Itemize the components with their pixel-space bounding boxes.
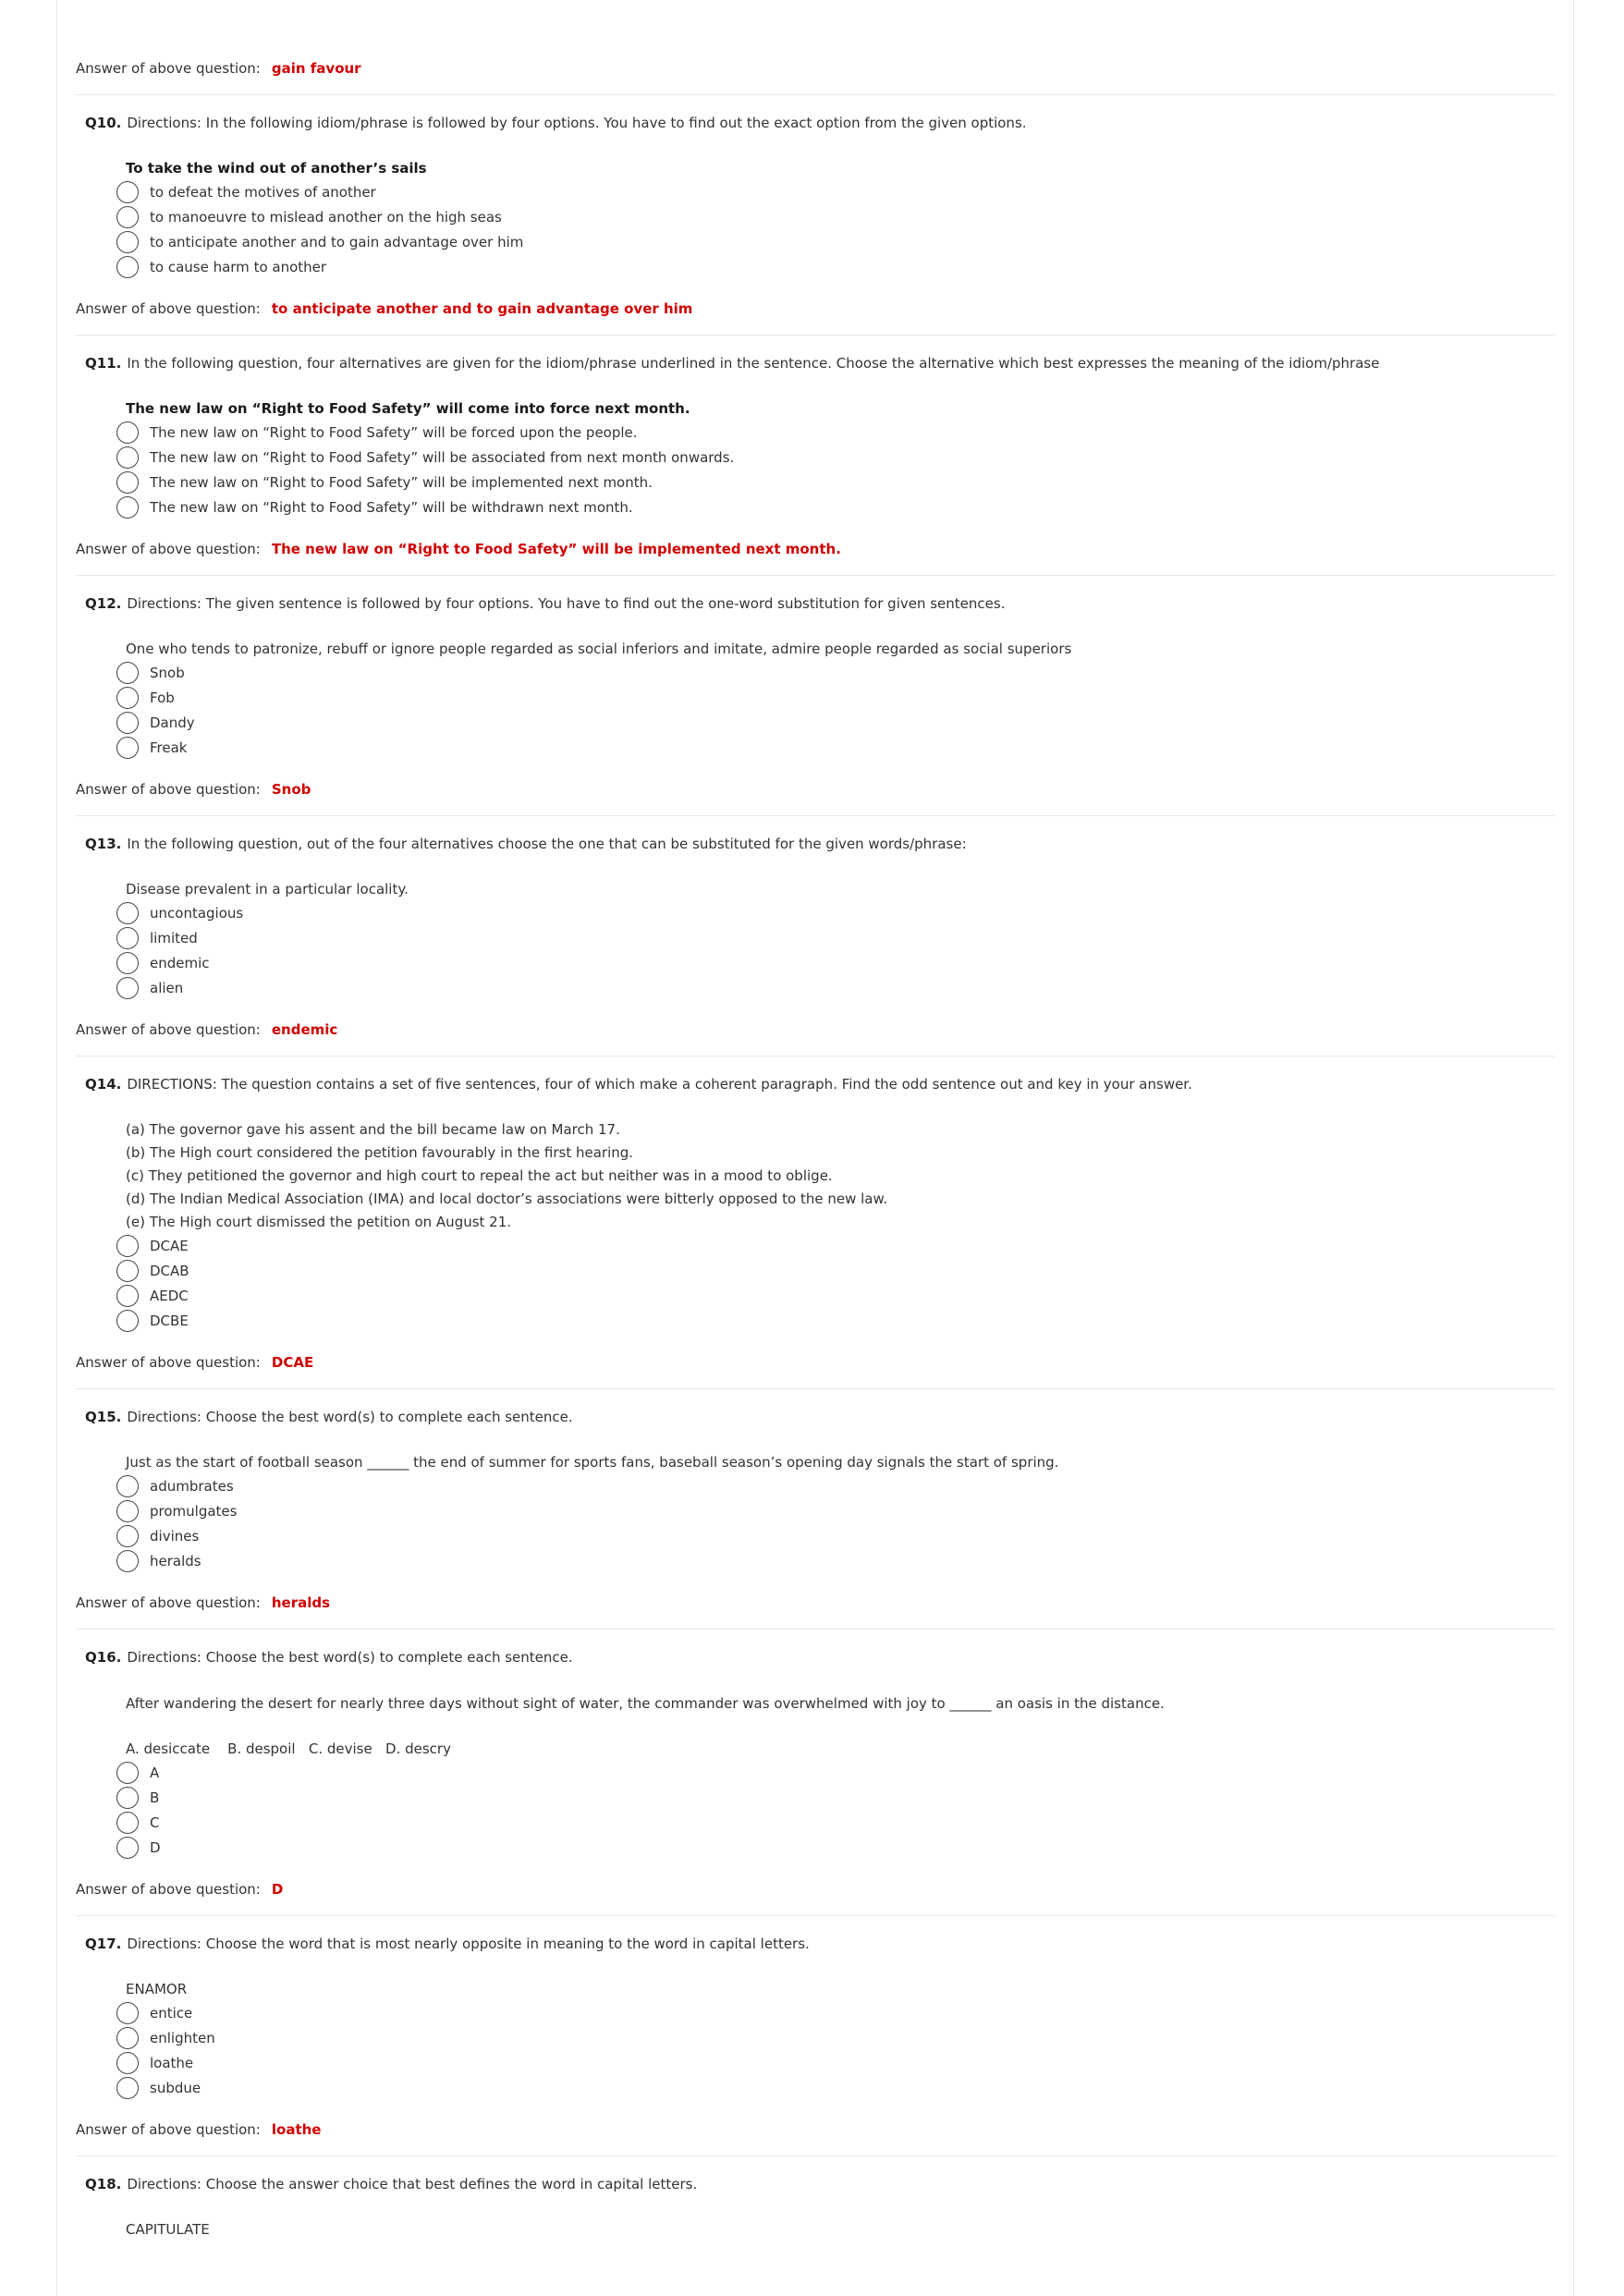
option[interactable] [116,1285,189,1307]
option-label: heralds [150,1553,201,1569]
option-label: to cause harm to another [150,259,327,275]
answer-value: Snob [271,781,311,798]
option-label: B [150,1789,160,1806]
option-label: subdue [150,2080,201,2096]
sentence-line: (e) The High court dismissed the petition on August 21. [126,1214,512,1230]
option[interactable] [116,1310,189,1332]
option[interactable] [116,2002,192,2024]
answer-label: Answer of above question: [76,60,261,77]
question-header [85,1075,1192,1093]
answer-line [76,540,841,558]
option[interactable] [116,687,175,709]
answer-label: Answer of above question: [76,781,261,798]
answer-value: to anticipate another and to gain advantage over him [271,300,693,317]
radio-button[interactable] [116,927,139,949]
option-label: The new law on “Right to Food Safety” will be withdrawn next month. [150,499,633,516]
question-prompt: One who tends to patronize, rebuff or ignore people regarded as social inferiors and imitate, admire people regarded as social superiors [126,641,1072,657]
radio-button[interactable] [116,2077,139,2099]
answer-label: Answer of above question: [76,300,261,317]
question-header [85,354,1379,372]
option[interactable] [116,977,183,999]
option[interactable] [116,446,734,469]
radio-button[interactable] [116,1812,139,1834]
divider [76,94,1555,95]
divider [76,815,1555,816]
question-directions: Directions: In the following idiom/phrase is followed by four options. You have to find out the exact option from the given options. [127,115,1027,131]
radio-button[interactable] [116,977,139,999]
option[interactable] [116,1525,199,1547]
question-header [85,114,1027,132]
question-header [85,594,1005,613]
option-label: divines [150,1528,200,1545]
choices-line: A. desiccate B. despoil C. devise D. descry [126,1740,451,1757]
question-number: Q18. [85,2176,122,2192]
answer-label: Answer of above question: [76,1881,261,1898]
answer-label: Answer of above question: [76,2121,261,2138]
question-header [85,835,967,853]
question-prompt: Just as the start of football season ______ the end of summer for sports fans, baseball season’s opening day signals the start of spring. [126,1454,1059,1471]
sentence-line: (b) The High court considered the petition favourably in the first hearing. [126,1144,634,1161]
option-label: The new law on “Right to Food Safety” will be forced upon the people. [150,424,638,441]
divider [76,1388,1555,1389]
radio-button[interactable] [116,181,139,203]
radio-button[interactable] [116,1310,139,1332]
question-directions: DIRECTIONS: The question contains a set of five sentences, four of which make a coherent paragraph. Find the odd sentence out and key in your answer. [127,1076,1192,1093]
option[interactable] [116,1500,237,1522]
option-label: to manoeuvre to mislead another on the high seas [150,209,502,226]
answer-line [76,780,311,799]
question-directions: In the following question, out of the four alternatives choose the one that can be substituted for the given words/phrase: [127,836,967,852]
option-label: enlighten [150,2030,215,2046]
radio-button[interactable] [116,737,139,759]
answer-value: loathe [271,2121,322,2138]
question-header [85,1408,573,1426]
answer-line [76,1353,313,1372]
option-label: Freak [150,739,188,756]
option-label: DCAE [150,1238,189,1254]
option[interactable] [116,927,198,949]
option-label: Dandy [150,714,195,731]
option-label: endemic [150,955,210,971]
answer-line [76,2120,321,2139]
answer-label: Answer of above question: [76,1021,261,1038]
question-header [85,1648,573,1667]
option[interactable] [116,2052,193,2074]
answer-value: gain favour [271,60,361,77]
question-number: Q16. [85,1649,122,1666]
option[interactable] [116,206,502,228]
radio-button[interactable] [116,421,139,444]
option-label: Snob [150,665,185,681]
question-prompt: ENAMOR [126,1981,188,1997]
option[interactable] [116,1550,201,1572]
radio-button[interactable] [116,496,139,519]
radio-button[interactable] [116,1235,139,1257]
option[interactable] [116,712,195,734]
radio-button[interactable] [116,1525,139,1547]
option-label: A [150,1765,160,1781]
question-prompt: Disease prevalent in a particular locality. [126,881,409,898]
radio-button[interactable] [116,206,139,228]
option[interactable] [116,496,633,519]
radio-button[interactable] [116,687,139,709]
option[interactable] [116,1787,159,1809]
option-label: Fob [150,690,175,706]
question-header [85,1935,810,1953]
question-number: Q17. [85,1936,122,1952]
option-label: entice [150,2005,193,2021]
answer-value: The new law on “Right to Food Safety” will be implemented next month. [271,541,841,557]
answer-label: Answer of above question: [76,1594,261,1611]
question-number: Q12. [85,595,122,612]
option[interactable] [116,1235,189,1257]
option[interactable] [116,1762,159,1784]
radio-button[interactable] [116,2052,139,2074]
option-label: DCBE [150,1313,189,1329]
option[interactable] [116,737,187,759]
answer-label: Answer of above question: [76,1354,261,1371]
option[interactable] [116,421,638,444]
radio-button[interactable] [116,471,139,494]
question-prompt: After wandering the desert for nearly three days without sight of water, the commander was overwhelmed with joy to ______ an oasis in the distance. [126,1695,1165,1712]
option[interactable] [116,471,653,494]
option-label: D [150,1839,161,1856]
answer-value: endemic [271,1021,338,1038]
radio-button[interactable] [116,231,139,253]
radio-button[interactable] [116,952,139,974]
answer-line [76,299,692,318]
question-directions: Directions: Choose the best word(s) to complete each sentence. [127,1409,573,1425]
option[interactable] [116,181,376,203]
option-label: uncontagious [150,905,244,922]
option-label: AEDC [150,1288,189,1304]
divider [76,1915,1555,1916]
question-directions: Directions: Choose the best word(s) to complete each sentence. [127,1649,573,1666]
option[interactable] [116,1837,161,1859]
question-directions: Directions: The given sentence is followed by four options. You have to find out the one-word substitution for given sentences. [127,595,1006,612]
option[interactable] [116,952,210,974]
answer-line [76,59,361,78]
option-label: The new law on “Right to Food Safety” will be implemented next month. [150,474,653,491]
answer-value: DCAE [271,1354,314,1371]
answer-value: heralds [271,1594,331,1611]
radio-button[interactable] [116,902,139,924]
radio-button[interactable] [116,1260,139,1282]
option-label: C [150,1814,160,1831]
sentence-line: (a) The governor gave his assent and the bill became law on March 17. [126,1121,620,1138]
option-label: promulgates [150,1503,238,1520]
option-label: loathe [150,2055,194,2071]
radio-button[interactable] [116,662,139,684]
question-number: Q11. [85,355,122,372]
option-label: alien [150,980,184,996]
question-prompt: CAPITULATE [126,2221,210,2238]
sentence-line: (d) The Indian Medical Association (IMA) and local doctor’s associations were bitterly opposed to the new law. [126,1191,888,1207]
radio-button[interactable] [116,1787,139,1809]
radio-button[interactable] [116,446,139,469]
radio-button[interactable] [116,1837,139,1859]
question-number: Q15. [85,1409,122,1425]
radio-button[interactable] [116,1762,139,1784]
radio-button[interactable] [116,1285,139,1307]
question-prompt: To take the wind out of another’s sails [126,160,427,177]
option[interactable] [116,1812,159,1834]
option-label: limited [150,930,198,946]
question-number: Q10. [85,115,122,131]
divider [76,335,1555,336]
divider [76,575,1555,576]
answer-line [76,1020,337,1039]
option[interactable] [116,231,523,253]
radio-button[interactable] [116,712,139,734]
question-prompt: The new law on “Right to Food Safety” will come into force next month. [126,400,690,417]
option-label: to defeat the motives of another [150,184,376,201]
answer-line [76,1594,330,1612]
option[interactable] [116,1260,189,1282]
radio-button[interactable] [116,256,139,278]
option[interactable] [116,2077,201,2099]
answer-value: D [271,1881,284,1898]
radio-button[interactable] [116,1500,139,1522]
radio-button[interactable] [116,1475,139,1497]
answer-label: Answer of above question: [76,541,261,557]
option-label: adumbrates [150,1478,234,1495]
question-directions: In the following question, four alternatives are given for the idiom/phrase underlined in the sentence. Choose the alternative which best expresses the meaning of the idiom/phrase [127,355,1380,372]
radio-button[interactable] [116,1550,139,1572]
option[interactable] [116,902,243,924]
option[interactable] [116,2027,215,2049]
question-number: Q13. [85,836,122,852]
question-directions: Directions: Choose the word that is most nearly opposite in meaning to the word in capital letters. [127,1936,810,1952]
question-header [85,2175,697,2193]
option[interactable] [116,256,326,278]
question-number: Q14. [85,1076,122,1093]
option-label: DCAB [150,1263,189,1279]
option-label: The new law on “Right to Food Safety” will be associated from next month onwards. [150,449,735,466]
question-directions: Directions: Choose the answer choice that best defines the word in capital letters. [127,2176,698,2192]
radio-button[interactable] [116,2027,139,2049]
radio-button[interactable] [116,2002,139,2024]
answer-line [76,1880,283,1899]
sentence-line: (c) They petitioned the governor and high court to repeal the act but neither was in a mood to oblige. [126,1167,833,1184]
divider [76,1629,1555,1630]
option[interactable] [116,662,185,684]
option[interactable] [116,1475,234,1497]
option-label: to anticipate another and to gain advantage over him [150,234,524,250]
